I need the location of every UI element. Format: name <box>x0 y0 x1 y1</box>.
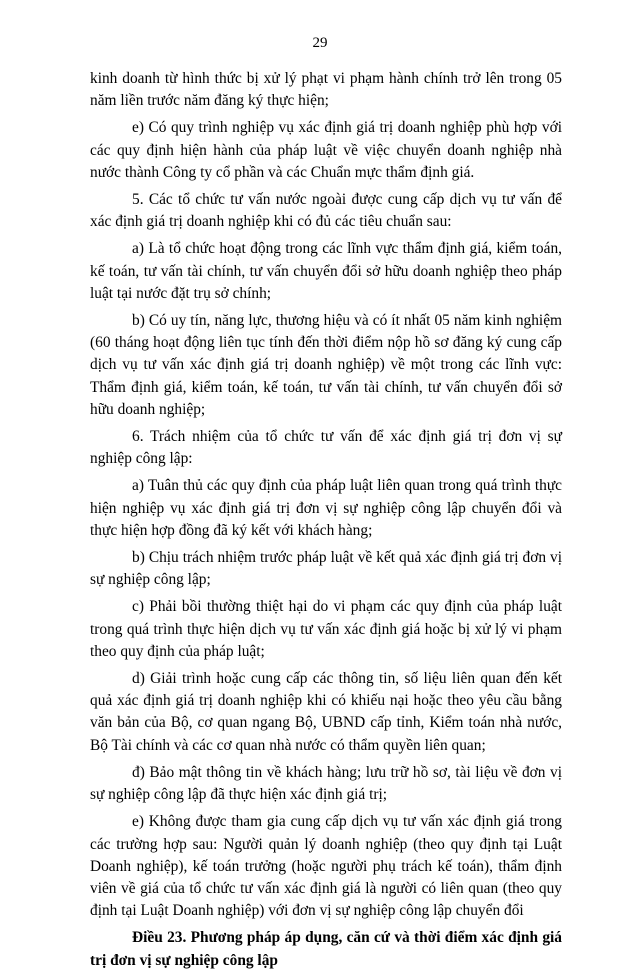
paragraph-continuation: kinh doanh từ hình thức bị xử lý phạt vi phạm hành chính trở lên trong 05 năm liền trước năm đăng ký thực hiện; <box>90 70 562 110</box>
paragraph-clause-5: 5. Các tổ chức tư vấn nước ngoài được cung cấp dịch vụ tư vấn để xác định giá trị doanh nghiệp khi có đủ các tiêu chuẩn sau: <box>90 191 562 231</box>
page-number: 29 <box>312 35 328 51</box>
paragraph-clause-6-c: c) Phải bồi thường thiệt hại do vi phạm các quy định của pháp luật trong quá trình thực hiện dịch vụ tư vấn xác định giá hoặc bị xử lý vi phạm theo quy định của pháp luật; <box>90 598 562 660</box>
document-body <box>90 68 562 972</box>
paragraph-clause-6-dd: đ) Bảo mật thông tin về khách hàng; lưu trữ hồ sơ, tài liệu về đơn vị sự nghiệp công lập đã thực hiện xác định giá trị; <box>90 763 562 804</box>
article-heading: Điều 23. Phương pháp áp dụng, căn cứ và thời điểm xác định giá trị đơn vị sự nghiệp công lập <box>90 929 562 969</box>
paragraph-clause-5-b: b) Có uy tín, năng lực, thương hiệu và có ít nhất 05 năm kinh nghiệm (60 tháng hoạt động liên tục tính đến thời điểm nộp hồ sơ đăng ký cung cấp dịch vụ tư vấn xác định giá trị doanh nghiệp) về một trong các lĩnh vực: Thẩm định giá, kiểm toán, kế toán, tư vấn tài chính, tư vấn chuyển đổi sở hữu doanh nghiệp; <box>90 312 562 418</box>
paragraph-clause-5-a: a) Là tổ chức hoạt động trong các lĩnh vực thẩm định giá, kiểm toán, kế toán, tư vấn tài chính, tư vấn chuyển đổi sở hữu doanh nghiệp theo pháp luật tại nước đặt trụ sở chính; <box>90 240 562 302</box>
paragraph-clause-6: 6. Trách nhiệm của tổ chức tư vấn để xác định giá trị đơn vị sự nghiệp công lập: <box>90 428 562 468</box>
paragraph-clause-6-e: e) Không được tham gia cung cấp dịch vụ tư vấn xác định giá trong các trường hợp sau: Người quản lý doanh nghiệp (theo quy định tại Luật Doanh nghiệp), kế toán trưởng (hoặc người phụ trách kế toán), thẩm định viên về giá của tổ chức tư vấn xác định giá là người có liên quan (theo quy định tại Luật Doanh nghiệp) với đơn vị sự nghiệp công lập chuyển đổi <box>90 813 562 920</box>
paragraph-item-e-procedure: e) Có quy trình nghiệp vụ xác định giá trị doanh nghiệp phù hợp với các quy định hiện hành của pháp luật về việc chuyển doanh nghiệp nhà nước thành Công ty cổ phần và các Chuẩn mực thẩm định giá. <box>90 119 562 181</box>
paragraph-clause-6-d: d) Giải trình hoặc cung cấp các thông tin, số liệu liên quan đến kết quả xác định giá trị doanh nghiệp khi có khiếu nại hoặc theo yêu cầu bằng văn bản của Bộ, cơ quan ngang Bộ, UBND cấp tỉnh, Kiểm toán nhà nước, Bộ Tài chính và các cơ quan nhà nước có thẩm quyền liên quan; <box>90 670 562 754</box>
paragraph-clause-6-a: a) Tuân thủ các quy định của pháp luật liên quan trong quá trình thực hiện nghiệp vụ xác định giá trị đơn vị sự nghiệp công lập chuyển đổi và thực hiện hợp đồng đã ký kết với khách hàng; <box>90 477 562 539</box>
paragraph-clause-6-b: b) Chịu trách nhiệm trước pháp luật về kết quả xác định giá trị đơn vị sự nghiệp công lập; <box>90 549 562 589</box>
